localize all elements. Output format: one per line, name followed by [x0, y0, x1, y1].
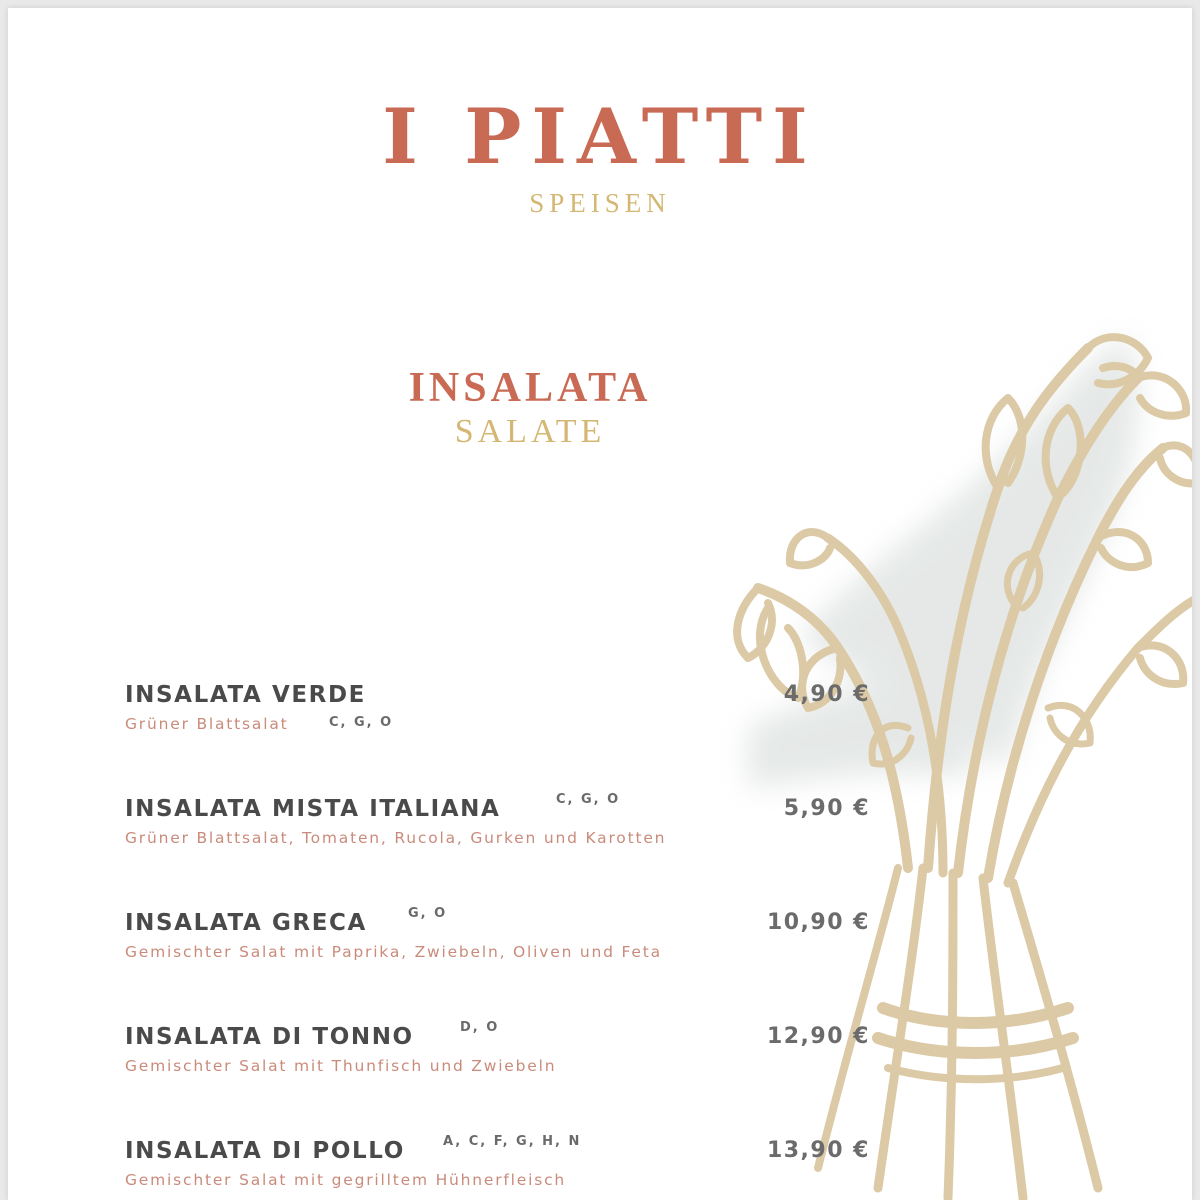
menu-item — [125, 906, 870, 980]
menu-title: I PIATTI — [382, 92, 818, 181]
item-price: 12,90 € — [766, 1024, 870, 1049]
item-description: Grüner Blattsalat — [125, 715, 289, 733]
item-allergens: D, O — [460, 1020, 500, 1035]
item-price: 4,90 € — [783, 682, 870, 707]
item-name: INSALATA DI TONNO — [125, 1024, 414, 1050]
item-description: Gemischter Salat mit Thunfisch und Zwiebeln — [125, 1057, 557, 1075]
item-name: INSALATA GRECA — [125, 910, 367, 936]
menu-item — [125, 1134, 870, 1200]
item-price: 10,90 € — [766, 910, 870, 935]
item-name: INSALATA MISTA ITALIANA — [125, 796, 501, 822]
item-allergens: G, O — [408, 906, 448, 921]
menu-item — [125, 1020, 870, 1094]
item-price: 13,90 € — [766, 1138, 870, 1163]
item-description: Grüner Blattsalat, Tomaten, Rucola, Gurken und Karotten — [125, 829, 667, 847]
item-description: Gemischter Salat mit Paprika, Zwiebeln, Oliven und Feta — [125, 943, 662, 961]
section-subtitle: SALATE — [454, 413, 606, 450]
menu-subtitle: SPEISEN — [529, 188, 671, 218]
item-name: INSALATA VERDE — [125, 682, 366, 708]
menu-item — [125, 792, 870, 866]
item-allergens: C, G, O — [329, 715, 394, 730]
item-allergens: C, G, O — [556, 792, 621, 807]
item-description: Gemischter Salat mit gegrilltem Hühnerfleisch — [125, 1171, 567, 1189]
item-allergens: A, C, F, G, H, N — [443, 1134, 582, 1149]
menu-page — [8, 8, 1192, 1200]
item-price: 5,90 € — [783, 796, 870, 821]
section-title: INSALATA — [408, 365, 652, 411]
item-name: INSALATA DI POLLO — [125, 1138, 405, 1164]
menu-item — [125, 682, 870, 752]
